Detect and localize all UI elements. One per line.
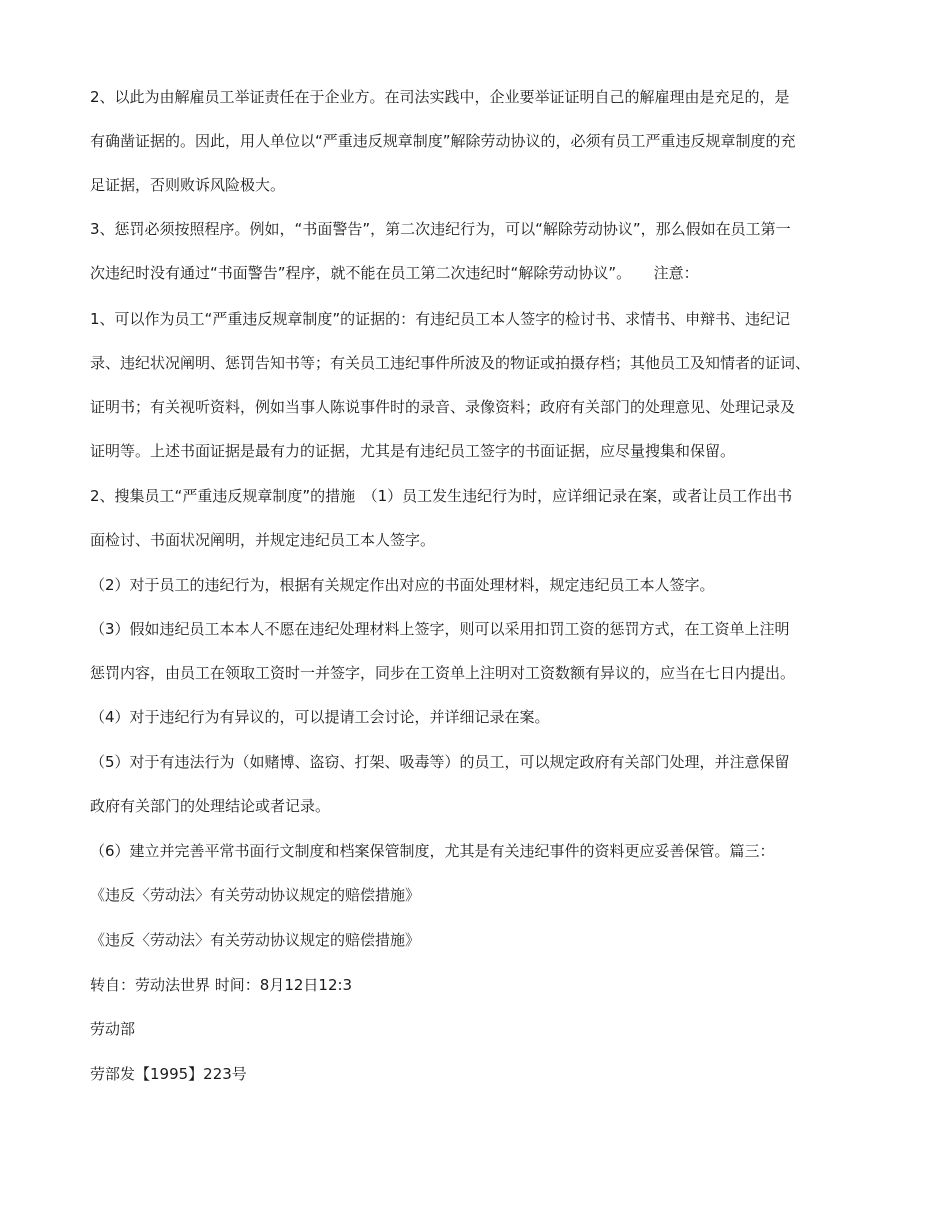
paragraph-line: 政府有关部门的处理结论或者记录。 [90,797,331,815]
document-number: 劳部发【1995】223号 [90,1065,247,1083]
article-title: 《违反〈劳动法〉有关劳动协议规定的赔偿措施》 [90,886,421,904]
paragraph-line: 1、可以作为员工“严重违反规章制度”的证据的：有违纪员工本人签字的检讨书、求情书、申辩书、违纪记 [90,310,791,328]
paragraph-line: 2、以此为由解雇员工举证责任在于企业方。在司法实践中，企业要举证证明自己的解雇理由是充足的，是 [90,88,790,106]
paragraph-line: （5）对于有违法行为（如赌博、盗窃、打架、吸毒等）的员工，可以规定政府有关部门处理，并注意保留 [90,753,790,771]
paragraph-line: 有确凿证据的。因此，用人单位以“严重违反规章制度”解除劳动协议的，必须有员工严重违反规章制度的充 [90,132,796,150]
paragraph-line: 录、违纪状况阐明、惩罚告知书等；有关员工违纪事件所波及的物证或拍摄存档；其他员工及知情者的证词、 [90,354,811,372]
paragraph-line: 次违纪时没有通过“书面警告”程序，就不能在员工第二次违纪时“解除劳动协议”。 注意： [90,264,699,282]
paragraph-line: （6）建立并完善平常书面行文制度和档案保管制度，尤其是有关违纪事件的资料更应妥善保管。篇三： [90,842,775,860]
paragraph-line: 证明书；有关视听资料，例如当事人陈说事件时的录音、录像资料；政府有关部门的处理意见、处理记录及 [90,398,796,416]
paragraph-line: （2）对于员工的违纪行为，根据有关规定作出对应的书面处理材料，规定违纪员工本人签字。 [90,576,715,594]
paragraph-line: 3、惩罚必须按照程序。例如，“书面警告”，第二次违纪行为，可以“解除劳动协议”，那么假如在员工第一 [90,220,791,238]
issuer-line: 劳动部 [90,1020,136,1038]
paragraph-line: 惩罚内容，由员工在领取工资时一并签字，同步在工资单上注明对工资数额有异议的，应当在七日内提出。 [90,664,796,682]
paragraph-line: （3）假如违纪员工本本人不愿在违纪处理材料上签字，则可以采用扣罚工资的惩罚方式，在工资单上注明 [90,620,790,638]
paragraph-line: 证明等。上述书面证据是最有力的证据，尤其是有违纪员工签字的书面证据，应尽量搜集和保留。 [90,442,736,460]
article-title: 《违反〈劳动法〉有关劳动协议规定的赔偿措施》 [90,931,421,949]
source-line: 转自：劳动法世界 时间：8月12日12:3 [90,976,353,994]
paragraph-line: （4）对于违纪行为有异议的，可以提请工会讨论，并详细记录在案。 [90,708,550,726]
paragraph-line: 2、搜集员工“严重违反规章制度”的措施 （1）员工发生违纪行为时，应详细记录在案，或者让员工作出书 [90,487,793,505]
paragraph-line: 足证据，否则败诉风险极大。 [90,176,286,194]
paragraph-line: 面检讨、书面状况阐明，并规定违纪员工本人签字。 [90,531,436,549]
